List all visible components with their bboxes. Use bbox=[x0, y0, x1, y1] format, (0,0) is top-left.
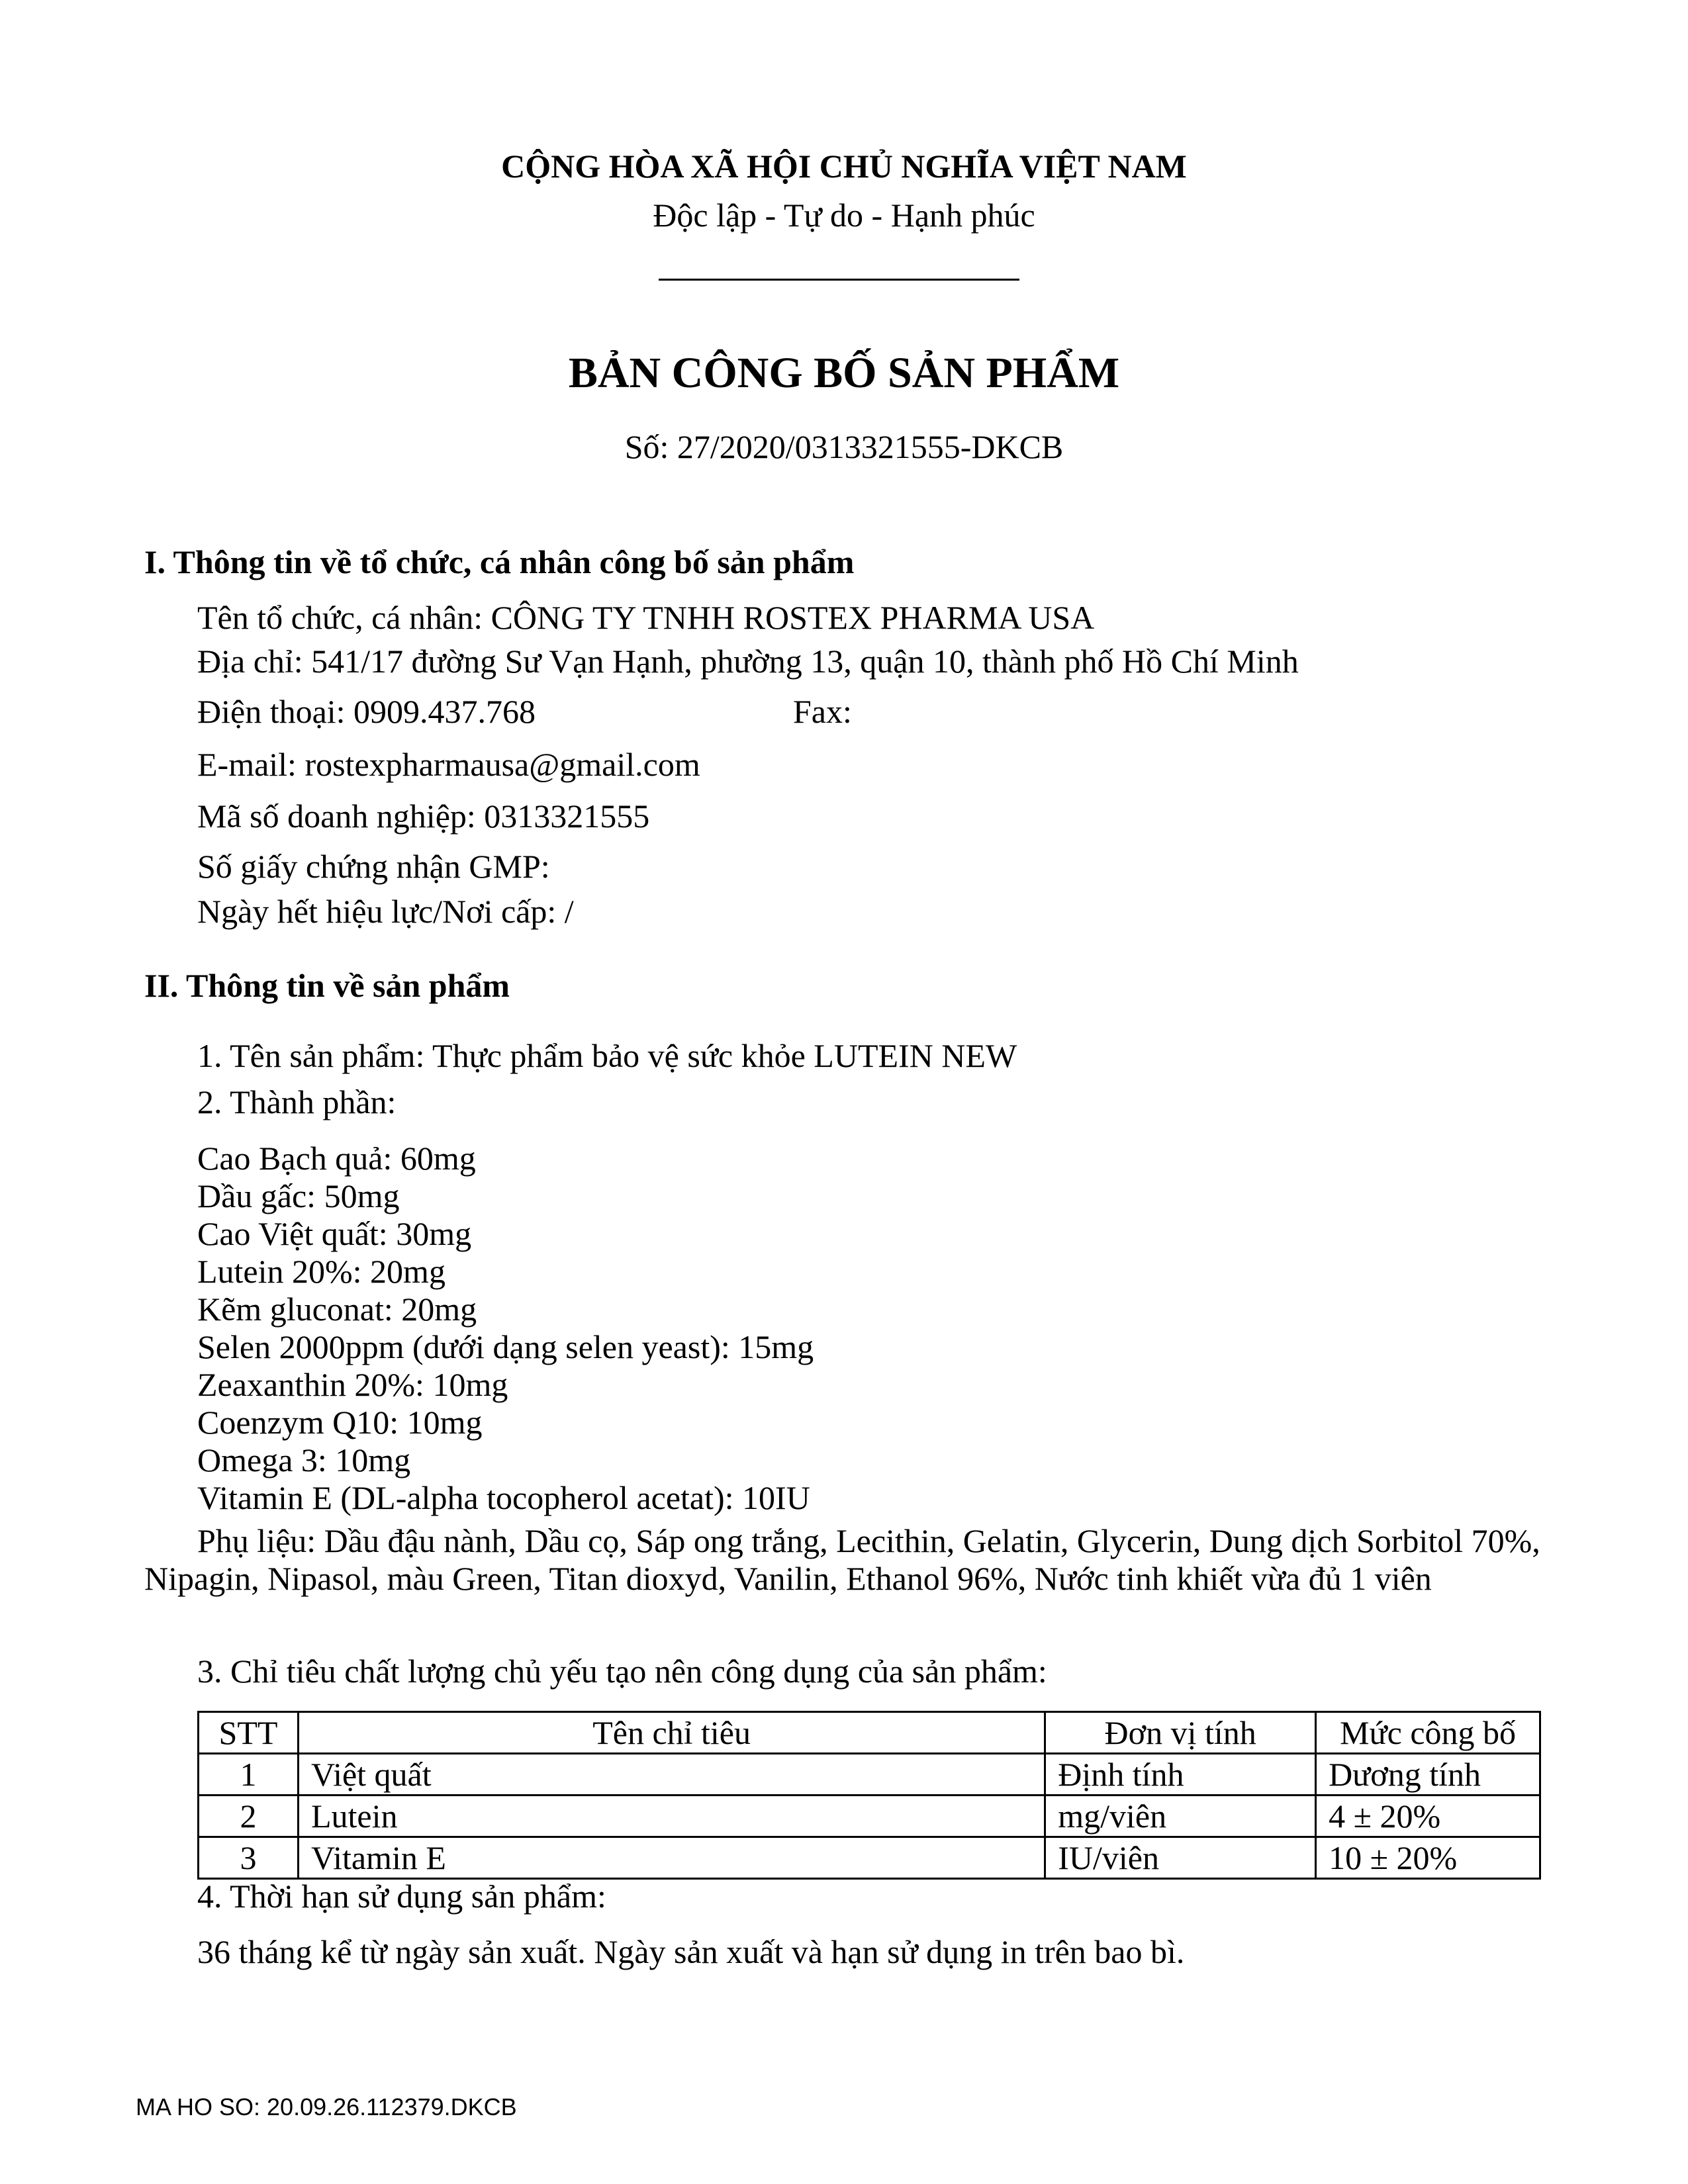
table-cell: Dương tính bbox=[1316, 1754, 1540, 1796]
table-cell: 4 ± 20% bbox=[1316, 1796, 1540, 1837]
quality-criteria-table bbox=[197, 1711, 1541, 1880]
gmp-certificate: Số giấy chứng nhận GMP: bbox=[197, 848, 550, 885]
shelf-life-label: 4. Thời hạn sử dụng sản phẩm: bbox=[197, 1878, 606, 1915]
ingredient-list bbox=[197, 1140, 814, 1517]
excipients-text: Phụ liệu: Dầu đậu nành, Dầu cọ, Sáp ong trắng, Lecithin, Gelatin, Glycerin, Dung dịch Sorbitol 70%, Nipagin, Nipasol, màu Green, Titan dioxyd, Vanilin, Ethanol 96%, Nước tinh khiết vừa đủ 1 viên bbox=[144, 1522, 1540, 1597]
document-title: BẢN CÔNG BỐ SẢN PHẨM bbox=[568, 349, 1120, 397]
table-cell: Định tính bbox=[1045, 1754, 1316, 1796]
table-cell: Vitamin E bbox=[298, 1837, 1045, 1879]
list-item: Kẽm gluconat: 20mg bbox=[197, 1291, 477, 1328]
section-1-heading: I. Thông tin về tổ chức, cá nhân công bố sản phẩm bbox=[144, 543, 855, 580]
table-cell: 1 bbox=[199, 1754, 299, 1796]
list-item: Lutein 20%: 20mg bbox=[197, 1253, 445, 1290]
list-item: Coenzym Q10: 10mg bbox=[197, 1404, 483, 1441]
org-phone: Điện thoại: 0909.437.768 bbox=[197, 693, 536, 730]
table-cell: Lutein bbox=[298, 1796, 1045, 1837]
excipients-paragraph bbox=[144, 1522, 1561, 1598]
table-header-cell: Mức công bố bbox=[1316, 1712, 1540, 1754]
table-cell: mg/viên bbox=[1045, 1796, 1316, 1837]
table-cell: IU/viên bbox=[1045, 1837, 1316, 1879]
list-item: Zeaxanthin 20%: 10mg bbox=[197, 1366, 508, 1403]
expiry-place: Ngày hết hiệu lực/Nơi cấp: / bbox=[197, 893, 574, 930]
national-title: CỘNG HÒA XÃ HỘI CHỦ NGHĨA VIỆT NAM bbox=[501, 148, 1187, 185]
table-cell: 3 bbox=[199, 1837, 299, 1879]
table-header-cell: STT bbox=[199, 1712, 299, 1754]
table-header-row bbox=[199, 1712, 1540, 1754]
table-cell: Việt quất bbox=[298, 1754, 1045, 1796]
org-fax: Fax: bbox=[793, 693, 852, 730]
business-code: Mã số doanh nghiệp: 0313321555 bbox=[197, 797, 650, 835]
org-name: Tên tổ chức, cá nhân: CÔNG TY TNHH ROSTEX PHARMA USA bbox=[197, 599, 1095, 636]
table-cell: 10 ± 20% bbox=[1316, 1837, 1540, 1879]
header-divider bbox=[659, 279, 1019, 281]
table-row bbox=[199, 1837, 1540, 1879]
document-number: Số: 27/2020/0313321555-DKCB bbox=[624, 428, 1064, 465]
list-item: Cao Bạch quả: 60mg bbox=[197, 1140, 476, 1177]
table-header-cell: Tên chỉ tiêu bbox=[298, 1712, 1045, 1754]
national-motto: Độc lập - Tự do - Hạnh phúc bbox=[653, 197, 1035, 234]
product-name: 1. Tên sản phẩm: Thực phẩm bảo vệ sức khỏe LUTEIN NEW bbox=[197, 1037, 1017, 1074]
list-item: Selen 2000ppm (dưới dạng selen yeast): 15mg bbox=[197, 1328, 814, 1365]
table-header-cell: Đơn vị tính bbox=[1045, 1712, 1316, 1754]
table-row bbox=[199, 1796, 1540, 1837]
shelf-life-text: 36 tháng kể từ ngày sản xuất. Ngày sản xuất và hạn sử dụng in trên bao bì. bbox=[197, 1933, 1185, 1970]
section-2-heading: II. Thông tin về sản phẩm bbox=[144, 967, 510, 1004]
org-address: Địa chỉ: 541/17 đường Sư Vạn Hạnh, phường 13, quận 10, thành phố Hồ Chí Minh bbox=[197, 643, 1299, 680]
list-item: Cao Việt quất: 30mg bbox=[197, 1215, 472, 1252]
record-code: MA HO SO: 20.09.26.112379.DKCB bbox=[136, 2093, 517, 2120]
table-cell: 2 bbox=[199, 1796, 299, 1837]
list-item: Omega 3: 10mg bbox=[197, 1441, 411, 1479]
ingredients-label: 2. Thành phần: bbox=[197, 1083, 397, 1120]
table-row bbox=[199, 1754, 1540, 1796]
list-item: Vitamin E (DL-alpha tocopherol acetat): 10IU bbox=[197, 1479, 810, 1516]
org-email: E-mail: rostexpharmausa@gmail.com bbox=[197, 746, 700, 783]
quality-criteria-label: 3. Chỉ tiêu chất lượng chủ yếu tạo nên công dụng của sản phẩm: bbox=[197, 1653, 1047, 1690]
list-item: Dầu gấc: 50mg bbox=[197, 1177, 400, 1214]
